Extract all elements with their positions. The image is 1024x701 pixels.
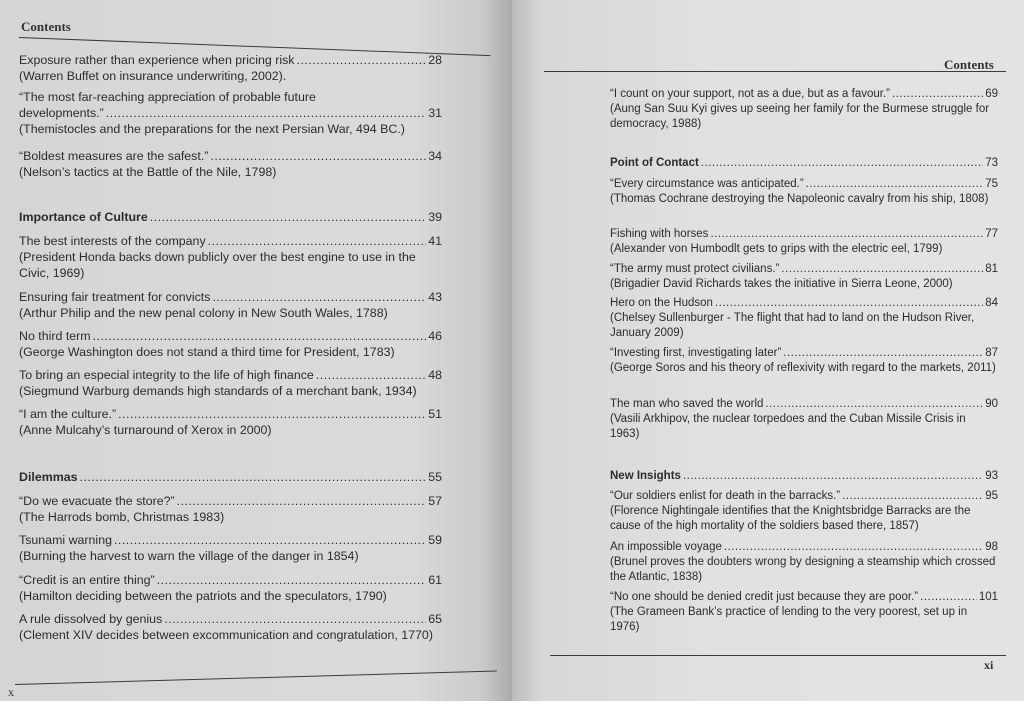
entry-page: 65 [428, 612, 442, 626]
toc-entry [19, 611, 442, 643]
entry-page: 75 [985, 178, 998, 190]
entry-title: “Do we evacuate the store?” [19, 494, 175, 508]
right-page [512, 0, 1024, 701]
dot-leader [114, 532, 426, 548]
toc-entry [19, 532, 442, 564]
entry-page: 90 [985, 398, 998, 410]
entry-page: 41 [428, 234, 442, 248]
toc-section [610, 469, 998, 484]
dot-leader [210, 148, 426, 164]
toc-entry [19, 367, 442, 399]
entry-description: (George Washington does not stand a third time for President, 1783) [19, 345, 395, 359]
dot-leader [781, 262, 983, 277]
toc-entry [19, 328, 442, 360]
toc-section [610, 156, 998, 171]
toc-entry [610, 489, 998, 534]
entry-page: 61 [428, 573, 442, 587]
entry-description: (Vasili Arkhipov, the nuclear torpedoes and the Cuban Missile Crisis in 1963) [610, 413, 966, 440]
entry-title: developments.” [19, 106, 104, 120]
entry-title: “Investing first, investigating later” [610, 347, 782, 359]
dot-leader [150, 209, 426, 225]
toc-entry [610, 262, 998, 292]
dot-leader [316, 367, 426, 383]
entry-description: (Thomas Cochrane destroying the Napoleonic cavalry from his ship, 1808) [610, 193, 989, 205]
dot-leader [106, 105, 426, 121]
page-number: xi [984, 658, 994, 672]
entry-title: Fishing with horses [610, 228, 709, 240]
entry-title: The best interests of the company [19, 234, 206, 248]
entry-title: The man who saved the world [610, 398, 764, 410]
dot-leader [765, 397, 983, 412]
entry-title: “Credit is an entire thing” [19, 573, 155, 587]
toc-entry [610, 87, 998, 132]
toc-entry [19, 233, 442, 281]
entry-title: A rule dissolved by genius [19, 612, 163, 626]
entry-page: 51 [428, 407, 442, 421]
entry-description: (The Harrods bomb, Christmas 1983) [19, 510, 225, 524]
entry-page: 81 [985, 263, 998, 275]
entry-page: 31 [428, 106, 442, 120]
dot-leader [212, 289, 426, 305]
toc-entry [19, 89, 442, 137]
section-title: Dilemmas [19, 470, 78, 484]
toc-entry [19, 289, 442, 321]
entry-page: 98 [985, 541, 998, 553]
toc-entry [610, 397, 998, 442]
dot-leader [118, 406, 426, 422]
entry-description: (The Grameen Bank’s practice of lending to the very poorest, set up in 1976) [610, 606, 968, 633]
entry-description: (Clement XIV decides between excommunication and congratulation, 1770) [19, 628, 433, 642]
dot-leader [177, 493, 427, 509]
dot-leader [724, 540, 983, 555]
entry-title: Exposure rather than experience when pricing risk [19, 53, 295, 67]
entry-page: 59 [428, 533, 442, 547]
dot-leader [701, 156, 983, 171]
entry-page: 95 [985, 490, 998, 502]
running-header: Contents [21, 19, 71, 34]
dot-leader [683, 469, 983, 484]
footer-rule [550, 655, 1006, 656]
entry-page: 28 [428, 53, 442, 67]
dot-leader [164, 611, 426, 627]
dot-leader [80, 469, 427, 485]
entry-page: 55 [428, 470, 442, 484]
entry-title: “I count on your support, not as a due, but as a favour.” [610, 88, 891, 100]
entry-description: (Warren Buffet on insurance underwriting, 2002). [19, 69, 287, 83]
entry-page: 69 [985, 88, 998, 100]
entry-title: “Boldest measures are the safest.” [19, 149, 209, 163]
dot-leader [208, 233, 427, 249]
section-title: New Insights [610, 470, 681, 482]
entry-title: “No one should be denied credit just because they are poor.” [610, 591, 919, 603]
dot-leader [842, 489, 983, 504]
entry-page: 57 [428, 494, 442, 508]
entry-title: Ensuring fair treatment for convicts [19, 290, 211, 304]
section-title: Point of Contact [610, 157, 699, 169]
toc-entry [610, 540, 998, 585]
section-title: Importance of Culture [19, 210, 148, 224]
entry-page: 39 [428, 210, 442, 224]
entry-description: (Themistocles and the preparations for the next Persian War, 494 BC.) [19, 122, 405, 136]
entry-page: 101 [978, 591, 998, 603]
toc-entry [610, 346, 998, 376]
header-rule [544, 71, 1006, 72]
entry-title: An impossible voyage [610, 541, 722, 553]
toc-entry [610, 177, 998, 207]
toc-entry [610, 590, 998, 635]
entry-description: (Alexander von Humbodlt gets to grips with the electric eel, 1799) [610, 243, 943, 255]
entry-description: (Brigadier David Richards takes the initiative in Sierra Leone, 2000) [610, 278, 953, 290]
toc-entry [19, 572, 442, 604]
dot-leader [93, 328, 427, 344]
entry-title: “Our soldiers enlist for death in the barracks.” [610, 490, 841, 502]
entry-page: 93 [985, 470, 998, 482]
entry-page: 46 [428, 329, 442, 343]
toc-section [19, 209, 442, 225]
dot-leader [920, 590, 977, 605]
entry-description: (Chelsey Sullenburger - The flight that had to land on the Hudson River, January 2009) [610, 312, 975, 339]
dot-leader [892, 87, 983, 102]
entry-description: (Arthur Philip and the new penal colony in New South Wales, 1788) [19, 306, 388, 320]
entry-page: 48 [428, 368, 442, 382]
entry-title-line: “The most far-reaching appreciation of probable future [19, 90, 316, 104]
entry-title: “The army must protect civilians.” [610, 263, 780, 275]
entry-description: (Aung San Suu Kyi gives up seeing her family for the Burmese struggle for democracy, 1988) [610, 103, 990, 130]
footer-rule [15, 671, 497, 685]
entry-description: (George Soros and his theory of reflexivity with regard to the markets, 2011) [610, 362, 996, 374]
entry-description: (President Honda backs down publicly over the best engine to use in the Civic, 1969) [19, 250, 416, 280]
entry-description: (Anne Mulcahy’s turnaround of Xerox in 2000) [19, 423, 272, 437]
toc-entry [19, 406, 442, 438]
entry-page: 73 [985, 157, 998, 169]
toc-entry [19, 52, 442, 84]
entry-description: (Brunel proves the doubters wrong by designing a steamship which crossed the Atlantic, 1838) [610, 556, 996, 583]
dot-leader [710, 227, 983, 242]
entry-page: 84 [985, 297, 998, 309]
entry-page: 34 [428, 149, 442, 163]
toc-entry [610, 296, 998, 341]
entry-title: Tsunami warning [19, 533, 112, 547]
toc-entry [19, 148, 442, 180]
page-number: x [8, 685, 14, 699]
entry-page: 43 [428, 290, 442, 304]
entry-title: To bring an especial integrity to the life of high finance [19, 368, 314, 382]
entry-description: (Hamilton deciding between the patriots and the speculators, 1790) [19, 589, 387, 603]
entry-description: (Florence Nightingale identifies that the Knightsbridge Barracks are the cause of the high mortality of the soldiers based there, 1857) [610, 505, 971, 532]
dot-leader [297, 52, 427, 68]
entry-page: 77 [985, 228, 998, 240]
entry-description: (Burning the harvest to warn the village of the danger in 1854) [19, 549, 359, 563]
dot-leader [783, 346, 983, 361]
dot-leader [157, 572, 427, 588]
toc-section [19, 469, 442, 485]
entry-title: “I am the culture.” [19, 407, 117, 421]
entry-title: No third term [19, 329, 91, 343]
running-header: Contents [944, 57, 994, 72]
entry-description: (Siegmund Warburg demands high standards of a merchant bank, 1934) [19, 384, 417, 398]
dot-leader [806, 177, 984, 192]
toc-entry [610, 227, 998, 257]
entry-title: Hero on the Hudson [610, 297, 713, 309]
entry-description: (Nelson’s tactics at the Battle of the Nile, 1798) [19, 165, 277, 179]
entry-page: 87 [985, 347, 998, 359]
toc-entry [19, 493, 442, 525]
dot-leader [715, 296, 983, 311]
entry-title: “Every circumstance was anticipated.” [610, 178, 804, 190]
